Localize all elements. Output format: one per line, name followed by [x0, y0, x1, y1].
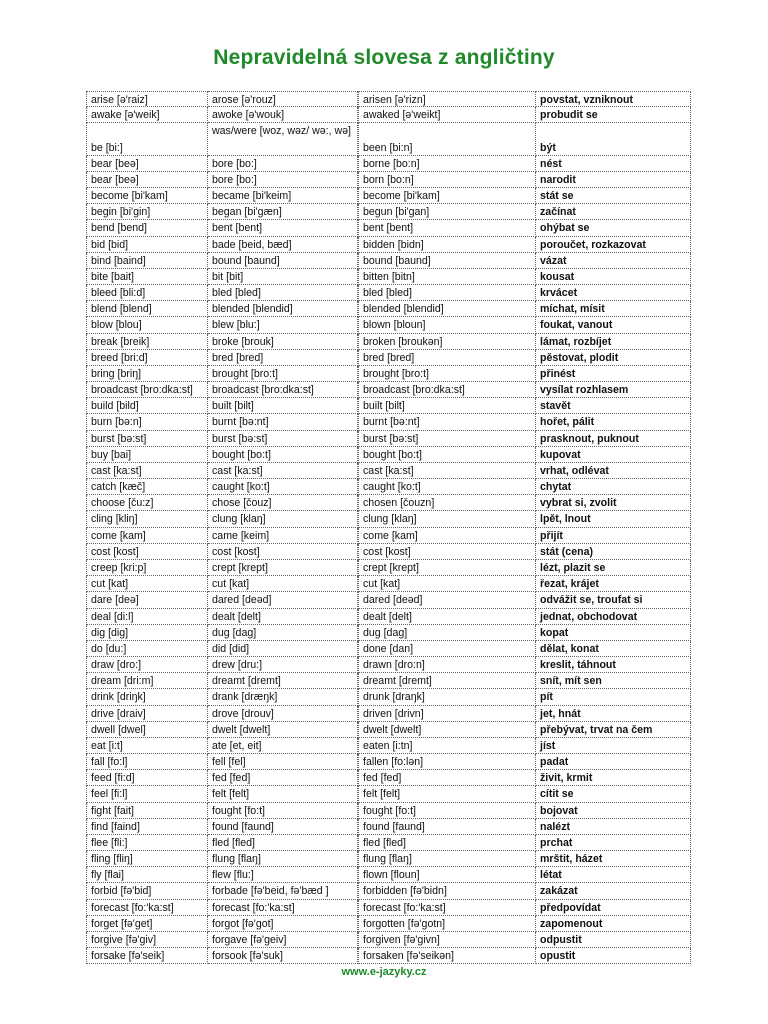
past-participle-cell: dwelt [dwelt]: [358, 722, 536, 738]
table-row: [86, 706, 691, 722]
meaning-cell: snít, mít sen: [536, 673, 691, 689]
table-row: [86, 269, 691, 285]
meaning-cell: přijít: [536, 528, 691, 544]
meaning-cell: vybrat si, zvolit: [536, 495, 691, 511]
meaning-cell: probudit se: [536, 107, 691, 123]
past-simple-cell: flung [flaŋ]: [208, 851, 358, 867]
meaning-cell: vázat: [536, 253, 691, 269]
past-simple-cell: forgot [fə'got]: [208, 916, 358, 932]
past-participle-cell: flung [flaŋ]: [358, 851, 536, 867]
infinitive-cell: burn [bə:n]: [86, 414, 208, 430]
past-participle-cell: crept [krept]: [358, 560, 536, 576]
past-participle-cell: bidden [bidn]: [358, 237, 536, 253]
infinitive-cell: bid [bid]: [86, 237, 208, 253]
meaning-cell: lpět, lnout: [536, 511, 691, 527]
meaning-cell: řezat, krájet: [536, 576, 691, 592]
table-row: [86, 107, 691, 123]
infinitive-cell: forbid [fə'bid]: [86, 883, 208, 899]
table-row: [86, 350, 691, 366]
infinitive-cell: forecast [fo:'ka:st]: [86, 900, 208, 916]
infinitive-cell: feed [fi:d]: [86, 770, 208, 786]
meaning-cell: odvážit se, troufat si: [536, 592, 691, 608]
infinitive-cell: fling [fliŋ]: [86, 851, 208, 867]
table-row: [86, 592, 691, 608]
past-simple-cell: ate [et, eit]: [208, 738, 358, 754]
infinitive-cell: forgive [fə'giv]: [86, 932, 208, 948]
past-participle-cell: fled [fled]: [358, 835, 536, 851]
meaning-cell: předpovídat: [536, 900, 691, 916]
past-simple-cell: bought [bo:t]: [208, 447, 358, 463]
infinitive-cell: creep [kri:p]: [86, 560, 208, 576]
table-row: [86, 463, 691, 479]
table-row: [86, 819, 691, 835]
past-participle-cell: borne [bo:n]: [358, 156, 536, 172]
past-participle-cell: bitten [bitn]: [358, 269, 536, 285]
table-row: [86, 156, 691, 172]
past-participle-cell: awaked [ə'weikt]: [358, 107, 536, 123]
past-simple-cell: forecast [fo:'ka:st]: [208, 900, 358, 916]
table-row: [86, 770, 691, 786]
infinitive-cell: drink [driŋk]: [86, 689, 208, 705]
past-participle-cell: forgiven [fə'givn]: [358, 932, 536, 948]
past-simple-cell: brought [bro:t]: [208, 366, 358, 382]
infinitive-cell: buy [bai]: [86, 447, 208, 463]
meaning-cell: vrhat, odlévat: [536, 463, 691, 479]
infinitive-cell: fight [fait]: [86, 803, 208, 819]
meaning-cell: chytat: [536, 479, 691, 495]
meaning-cell: prchat: [536, 835, 691, 851]
infinitive-cell: come [kam]: [86, 528, 208, 544]
infinitive-cell: flee [fli:]: [86, 835, 208, 851]
table-row: [86, 916, 691, 932]
past-participle-cell: broken [broukən]: [358, 334, 536, 350]
past-participle-cell: forbidden [fə'bidn]: [358, 883, 536, 899]
meaning-cell: foukat, vanout: [536, 317, 691, 333]
past-simple-cell: bred [bred]: [208, 350, 358, 366]
past-simple-cell: felt [felt]: [208, 786, 358, 802]
past-participle-cell: brought [bro:t]: [358, 366, 536, 382]
infinitive-cell: cast [ka:st]: [86, 463, 208, 479]
past-participle-cell: driven [drivn]: [358, 706, 536, 722]
past-participle-cell: dug [dag]: [358, 625, 536, 641]
table-row: [86, 948, 691, 964]
infinitive-cell: bite [bait]: [86, 269, 208, 285]
infinitive-cell: fall [fo:l]: [86, 754, 208, 770]
table-row: [86, 883, 691, 899]
meaning-cell: padat: [536, 754, 691, 770]
table-row: [86, 835, 691, 851]
table-row: [86, 689, 691, 705]
table-row: [86, 932, 691, 948]
table-row: [86, 188, 691, 204]
past-participle-cell: fought [fo:t]: [358, 803, 536, 819]
past-simple-cell: bound [baund]: [208, 253, 358, 269]
past-participle-cell: cost [kost]: [358, 544, 536, 560]
past-participle-cell: bent [bent]: [358, 220, 536, 236]
past-simple-cell: drank [dræŋk]: [208, 689, 358, 705]
infinitive-cell: fly [flai]: [86, 867, 208, 883]
past-participle-cell: forgotten [fə'gotn]: [358, 916, 536, 932]
past-simple-cell: chose [čouz]: [208, 495, 358, 511]
past-participle-cell: arisen [ə'rizn]: [358, 91, 536, 107]
past-participle-cell: cast [ka:st]: [358, 463, 536, 479]
meaning-cell: jednat, obchodovat: [536, 609, 691, 625]
meaning-cell: nést: [536, 156, 691, 172]
table-row: [86, 285, 691, 301]
meaning-cell: pít: [536, 689, 691, 705]
infinitive-cell: forget [fə'get]: [86, 916, 208, 932]
past-simple-cell: caught [ko:t]: [208, 479, 358, 495]
meaning-cell: vysílat rozhlasem: [536, 382, 691, 398]
infinitive-cell: choose [ču:z]: [86, 495, 208, 511]
past-participle-cell: built [bilt]: [358, 398, 536, 414]
past-simple-cell: forbade [fə'beid, fə'bæd ]: [208, 883, 358, 899]
past-simple-cell: broadcast [bro:dka:st]: [208, 382, 358, 398]
infinitive-cell: cost [kost]: [86, 544, 208, 560]
infinitive-cell: feel [fi:l]: [86, 786, 208, 802]
meaning-cell: narodit: [536, 172, 691, 188]
past-simple-cell: dwelt [dwelt]: [208, 722, 358, 738]
past-simple-cell: fled [fled]: [208, 835, 358, 851]
meaning-cell: zapomenout: [536, 916, 691, 932]
table-row: [86, 609, 691, 625]
table-row: [86, 754, 691, 770]
meaning-cell: mrštit, házet: [536, 851, 691, 867]
past-simple-cell: fed [fed]: [208, 770, 358, 786]
infinitive-cell: bear [beə]: [86, 172, 208, 188]
table-row: [86, 803, 691, 819]
table-row: [86, 431, 691, 447]
table-row: [86, 91, 691, 107]
meaning-cell: pěstovat, plodit: [536, 350, 691, 366]
meaning-cell: dělat, konat: [536, 641, 691, 657]
past-simple-cell: dreamt [dremt]: [208, 673, 358, 689]
infinitive-cell: blend [blend]: [86, 301, 208, 317]
meaning-cell: cítit se: [536, 786, 691, 802]
table-row: [86, 172, 691, 188]
infinitive-cell: breed [bri:d]: [86, 350, 208, 366]
past-simple-cell: blended [blendid]: [208, 301, 358, 317]
past-simple-cell: bore [bo:]: [208, 172, 358, 188]
meaning-cell: přinést: [536, 366, 691, 382]
meaning-cell: kopat: [536, 625, 691, 641]
past-simple-cell: awoke [ə'wouk]: [208, 107, 358, 123]
meaning-cell: létat: [536, 867, 691, 883]
table-row: [86, 641, 691, 657]
meaning-cell: nalézt: [536, 819, 691, 835]
infinitive-cell: bend [bend]: [86, 220, 208, 236]
past-simple-cell: came [keim]: [208, 528, 358, 544]
past-simple-cell: built [bilt]: [208, 398, 358, 414]
infinitive-cell: awake [ə'weik]: [86, 107, 208, 123]
meaning-cell: kousat: [536, 269, 691, 285]
past-simple-cell: bit [bit]: [208, 269, 358, 285]
infinitive-cell: bring [briŋ]: [86, 366, 208, 382]
past-participle-cell: blended [blendid]: [358, 301, 536, 317]
past-participle-cell: dreamt [dremt]: [358, 673, 536, 689]
table-row: [86, 738, 691, 754]
meaning-cell: stát se: [536, 188, 691, 204]
past-simple-cell: cast [ka:st]: [208, 463, 358, 479]
past-participle-cell: drunk [draŋk]: [358, 689, 536, 705]
past-participle-cell: burst [bə:st]: [358, 431, 536, 447]
meaning-cell: opustit: [536, 948, 691, 964]
meaning-cell: stavět: [536, 398, 691, 414]
past-simple-cell: drove [drouv]: [208, 706, 358, 722]
past-simple-cell: clung [klaŋ]: [208, 511, 358, 527]
meaning-cell: bojovat: [536, 803, 691, 819]
past-simple-cell: began [bi'gæn]: [208, 204, 358, 220]
past-simple-cell: did [did]: [208, 641, 358, 657]
table-row: [86, 253, 691, 269]
meaning-cell: prasknout, puknout: [536, 431, 691, 447]
table-row: [86, 722, 691, 738]
past-participle-cell: broadcast [bro:dka:st]: [358, 382, 536, 398]
page-title: Nepravidelná slovesa z angličtiny: [213, 46, 555, 69]
meaning-cell: hořet, pálit: [536, 414, 691, 430]
table-row: [86, 220, 691, 236]
infinitive-cell: be [bi:]: [86, 123, 208, 155]
table-row: [86, 123, 691, 155]
past-participle-cell: done [dan]: [358, 641, 536, 657]
past-simple-cell: broke [brouk]: [208, 334, 358, 350]
past-simple-cell: fought [fo:t]: [208, 803, 358, 819]
past-participle-cell: burnt [bə:nt]: [358, 414, 536, 430]
infinitive-cell: cling [kliŋ]: [86, 511, 208, 527]
meaning-cell: zakázat: [536, 883, 691, 899]
past-simple-cell: fell [fel]: [208, 754, 358, 770]
table-row: [86, 398, 691, 414]
past-participle-cell: clung [klaŋ]: [358, 511, 536, 527]
past-participle-cell: fed [fed]: [358, 770, 536, 786]
table-row: [86, 414, 691, 430]
meaning-cell: jíst: [536, 738, 691, 754]
footer-url: www.e-jazyky.cz: [341, 966, 427, 978]
past-simple-cell: cost [kost]: [208, 544, 358, 560]
past-participle-cell: found [faund]: [358, 819, 536, 835]
infinitive-cell: dwell [dwel]: [86, 722, 208, 738]
past-participle-cell: dared [deəd]: [358, 592, 536, 608]
past-simple-cell: flew [flu:]: [208, 867, 358, 883]
past-simple-cell: dealt [delt]: [208, 609, 358, 625]
infinitive-cell: eat [i:t]: [86, 738, 208, 754]
table-row: [86, 479, 691, 495]
past-simple-cell: dug [dag]: [208, 625, 358, 641]
past-participle-cell: blown [bloun]: [358, 317, 536, 333]
past-participle-cell: caught [ko:t]: [358, 479, 536, 495]
infinitive-cell: arise [ə'raiz]: [86, 91, 208, 107]
past-participle-cell: forsaken [fə'seikən]: [358, 948, 536, 964]
past-participle-cell: felt [felt]: [358, 786, 536, 802]
past-simple-cell: found [faund]: [208, 819, 358, 835]
past-simple-cell: was/were [woz, wəz/ wə:, wə]: [208, 123, 358, 155]
past-participle-cell: fallen [fo:lən]: [358, 754, 536, 770]
table-row: [86, 625, 691, 641]
past-simple-cell: forsook [fə'suk]: [208, 948, 358, 964]
meaning-cell: poroučet, rozkazovat: [536, 237, 691, 253]
meaning-cell: povstat, vzniknout: [536, 91, 691, 107]
meaning-cell: kupovat: [536, 447, 691, 463]
infinitive-cell: dig [dig]: [86, 625, 208, 641]
past-simple-cell: bent [bent]: [208, 220, 358, 236]
past-participle-cell: come [kam]: [358, 528, 536, 544]
infinitive-cell: begin [bi'gin]: [86, 204, 208, 220]
table-row: [86, 237, 691, 253]
past-simple-cell: bade [beid, bæd]: [208, 237, 358, 253]
meaning-cell: živit, krmit: [536, 770, 691, 786]
infinitive-cell: bleed [bli:d]: [86, 285, 208, 301]
meaning-cell: míchat, mísit: [536, 301, 691, 317]
infinitive-cell: break [breik]: [86, 334, 208, 350]
infinitive-cell: dream [dri:m]: [86, 673, 208, 689]
infinitive-cell: catch [kæč]: [86, 479, 208, 495]
past-participle-cell: forecast [fo:'ka:st]: [358, 900, 536, 916]
infinitive-cell: forsake [fə'seik]: [86, 948, 208, 964]
meaning-cell: přebývat, trvat na čem: [536, 722, 691, 738]
table-row: [86, 495, 691, 511]
infinitive-cell: blow [blou]: [86, 317, 208, 333]
infinitive-cell: cut [kat]: [86, 576, 208, 592]
meaning-cell: kreslit, táhnout: [536, 657, 691, 673]
infinitive-cell: deal [di:l]: [86, 609, 208, 625]
past-simple-cell: bled [bled]: [208, 285, 358, 301]
infinitive-cell: burst [bə:st]: [86, 431, 208, 447]
table-row: [86, 334, 691, 350]
past-simple-cell: blew [blu:]: [208, 317, 358, 333]
meaning-cell: stát (cena): [536, 544, 691, 560]
past-participle-cell: chosen [čouzn]: [358, 495, 536, 511]
infinitive-cell: draw [dro:]: [86, 657, 208, 673]
infinitive-cell: become [bi'kam]: [86, 188, 208, 204]
table-row: [86, 317, 691, 333]
table-row: [86, 528, 691, 544]
past-simple-cell: bore [bo:]: [208, 156, 358, 172]
infinitive-cell: drive [draiv]: [86, 706, 208, 722]
infinitive-cell: bind [baind]: [86, 253, 208, 269]
past-participle-cell: flown [floun]: [358, 867, 536, 883]
table-row: [86, 900, 691, 916]
past-simple-cell: dared [deəd]: [208, 592, 358, 608]
meaning-cell: jet, hnát: [536, 706, 691, 722]
table-row: [86, 511, 691, 527]
past-simple-cell: forgave [fə'geiv]: [208, 932, 358, 948]
infinitive-cell: build [bild]: [86, 398, 208, 414]
past-participle-cell: bought [bo:t]: [358, 447, 536, 463]
infinitive-cell: broadcast [bro:dka:st]: [86, 382, 208, 398]
table-row: [86, 673, 691, 689]
infinitive-cell: find [faind]: [86, 819, 208, 835]
table-row: [86, 657, 691, 673]
past-participle-cell: become [bi'kam]: [358, 188, 536, 204]
table-row: [86, 204, 691, 220]
past-participle-cell: bred [bred]: [358, 350, 536, 366]
table-row: [86, 366, 691, 382]
table-row: [86, 867, 691, 883]
meaning-cell: ohýbat se: [536, 220, 691, 236]
past-simple-cell: became [bi'keim]: [208, 188, 358, 204]
past-participle-cell: bled [bled]: [358, 285, 536, 301]
table-row: [86, 576, 691, 592]
past-participle-cell: drawn [dro:n]: [358, 657, 536, 673]
past-simple-cell: crept [krept]: [208, 560, 358, 576]
meaning-cell: lézt, plazit se: [536, 560, 691, 576]
past-participle-cell: born [bo:n]: [358, 172, 536, 188]
past-participle-cell: bound [baund]: [358, 253, 536, 269]
table-row: [86, 560, 691, 576]
table-row: [86, 786, 691, 802]
past-participle-cell: been [bi:n]: [358, 123, 536, 155]
past-participle-cell: begun [bi'gan]: [358, 204, 536, 220]
table-row: [86, 851, 691, 867]
table-row: [86, 447, 691, 463]
meaning-cell: odpustit: [536, 932, 691, 948]
infinitive-cell: bear [beə]: [86, 156, 208, 172]
meaning-cell: začínat: [536, 204, 691, 220]
table-row: [86, 382, 691, 398]
infinitive-cell: do [du:]: [86, 641, 208, 657]
meaning-cell: krvácet: [536, 285, 691, 301]
meaning-cell: lámat, rozbíjet: [536, 334, 691, 350]
past-simple-cell: arose [ə'rouz]: [208, 91, 358, 107]
past-participle-cell: dealt [delt]: [358, 609, 536, 625]
irregular-verbs-table: [86, 91, 691, 964]
past-simple-cell: cut [kat]: [208, 576, 358, 592]
past-participle-cell: cut [kat]: [358, 576, 536, 592]
past-simple-cell: drew [dru:]: [208, 657, 358, 673]
table-row: [86, 301, 691, 317]
past-simple-cell: burst [bə:st]: [208, 431, 358, 447]
meaning-cell: být: [536, 123, 691, 155]
table-row: [86, 544, 691, 560]
past-simple-cell: burnt [bə:nt]: [208, 414, 358, 430]
infinitive-cell: dare [deə]: [86, 592, 208, 608]
past-participle-cell: eaten [i:tn]: [358, 738, 536, 754]
